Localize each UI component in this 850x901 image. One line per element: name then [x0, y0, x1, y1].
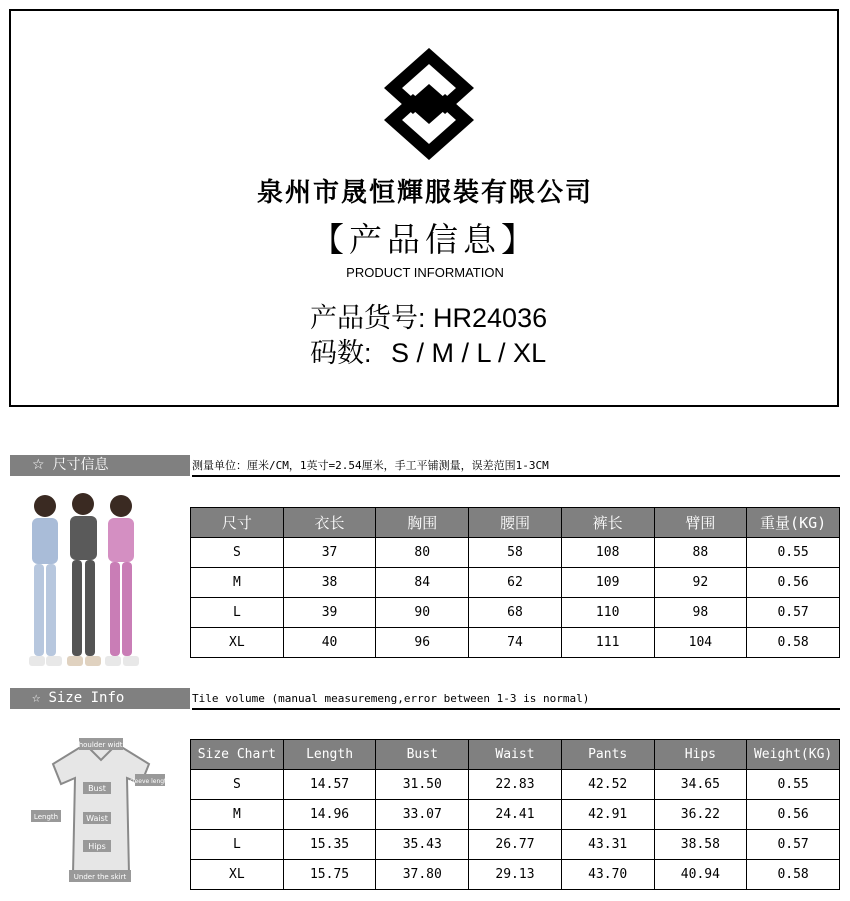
table-cell: 33.07 — [376, 800, 469, 830]
column-header: 臂围 — [654, 508, 747, 538]
cn-section-note: 测量单位：厘米/CM，1英寸=2.54厘米，手工平铺测量，误差范围1-3CM — [192, 455, 840, 477]
diagram-waist-label: Waist — [86, 814, 108, 823]
table-cell: 40 — [283, 628, 376, 658]
column-header: Waist — [469, 740, 562, 770]
table-cell: 0.56 — [747, 800, 840, 830]
sizes-label: 码数: — [310, 338, 372, 368]
en-section-header — [10, 688, 190, 709]
diagram-under-label: Under the skirt — [73, 873, 127, 881]
column-header: Weight(KG) — [747, 740, 840, 770]
table-cell: 0.55 — [747, 538, 840, 568]
column-header: 衣长 — [283, 508, 376, 538]
table-cell: 40.94 — [654, 860, 747, 890]
product-number-label: 产品货号: — [310, 303, 426, 333]
table-cell: 26.77 — [469, 830, 562, 860]
product-info-subtitle: PRODUCT INFORMATION — [346, 265, 504, 280]
table-cell: 22.83 — [469, 770, 562, 800]
table-header-row — [191, 740, 840, 770]
table-row — [191, 800, 840, 830]
table-cell: 0.57 — [747, 598, 840, 628]
sizes-value: S / M / L / XL — [391, 338, 547, 368]
table-cell: 0.56 — [747, 568, 840, 598]
product-number-value: HR24036 — [433, 303, 548, 333]
cn-section-title: 尺寸信息 — [52, 457, 109, 473]
table-row — [191, 538, 840, 568]
table-cell: 109 — [561, 568, 654, 598]
product-info-title: 【产品信息】 — [311, 220, 539, 259]
table-cell: 35.43 — [376, 830, 469, 860]
table-cell: 43.31 — [561, 830, 654, 860]
column-header: 尺寸 — [191, 508, 284, 538]
column-header: Hips — [654, 740, 747, 770]
table-cell: 58 — [469, 538, 562, 568]
diagram-hips-label: Hips — [88, 842, 106, 851]
table-cell: 68 — [469, 598, 562, 628]
table-cell: 15.75 — [283, 860, 376, 890]
table-cell: 98 — [654, 598, 747, 628]
table-cell: 108 — [561, 538, 654, 568]
en-section-note: Tile volume (manual measuremeng,error between 1-3 is normal) — [192, 688, 840, 710]
company-name: 泉州市晟恒輝服裝有限公司 — [256, 178, 593, 208]
column-header: Size Chart — [191, 740, 284, 770]
diagram-length-label: Length — [33, 813, 59, 821]
table-row — [191, 830, 840, 860]
table-cell: 38.58 — [654, 830, 747, 860]
table-cell: 37.80 — [376, 860, 469, 890]
star-outline-icon: ☆ — [32, 690, 41, 706]
cn-size-table — [190, 507, 840, 658]
en-size-table — [190, 739, 840, 890]
table-cell: 104 — [654, 628, 747, 658]
table-cell: XL — [191, 628, 284, 658]
sizes-line — [310, 331, 546, 370]
column-header: Length — [283, 740, 376, 770]
table-cell: 92 — [654, 568, 747, 598]
table-cell: 74 — [469, 628, 562, 658]
table-cell: 42.91 — [561, 800, 654, 830]
table-row — [191, 568, 840, 598]
table-cell: 24.41 — [469, 800, 562, 830]
brand-logo-icon — [383, 48, 475, 160]
table-cell: S — [191, 770, 284, 800]
table-cell: L — [191, 598, 284, 628]
table-row — [191, 598, 840, 628]
table-row — [191, 628, 840, 658]
cn-section-header — [10, 455, 190, 476]
table-header-row — [191, 508, 840, 538]
table-cell: 37 — [283, 538, 376, 568]
table-cell: 14.96 — [283, 800, 376, 830]
table-cell: 36.22 — [654, 800, 747, 830]
column-header: Pants — [561, 740, 654, 770]
table-cell: 62 — [469, 568, 562, 598]
column-header: 重量(KG) — [747, 508, 840, 538]
table-cell: 15.35 — [283, 830, 376, 860]
table-cell: 96 — [376, 628, 469, 658]
table-cell: 84 — [376, 568, 469, 598]
table-cell: 80 — [376, 538, 469, 568]
table-cell: 29.13 — [469, 860, 562, 890]
table-cell: M — [191, 800, 284, 830]
table-cell: XL — [191, 860, 284, 890]
table-cell: 0.58 — [747, 860, 840, 890]
en-section-title: Size Info — [48, 690, 125, 706]
table-cell: 110 — [561, 598, 654, 628]
diagram-bust-label: Bust — [88, 784, 106, 793]
diagram-shoulder-label: shoulder width — [75, 741, 127, 749]
product-number-line — [310, 296, 547, 335]
table-cell: 0.57 — [747, 830, 840, 860]
model-photo — [15, 486, 150, 671]
table-cell: L — [191, 830, 284, 860]
table-row — [191, 770, 840, 800]
table-cell: 88 — [654, 538, 747, 568]
table-cell: 0.58 — [747, 628, 840, 658]
table-cell: 0.55 — [747, 770, 840, 800]
star-outline-icon: ☆ — [32, 457, 45, 473]
column-header: 腰围 — [469, 508, 562, 538]
column-header: 胸围 — [376, 508, 469, 538]
table-row — [191, 860, 840, 890]
column-header: 裤长 — [561, 508, 654, 538]
diagram-sleeve-label: sleeve length — [129, 778, 171, 785]
table-cell: 42.52 — [561, 770, 654, 800]
table-cell: M — [191, 568, 284, 598]
table-cell: 111 — [561, 628, 654, 658]
table-cell: 34.65 — [654, 770, 747, 800]
garment-diagram — [27, 734, 175, 886]
table-cell: 43.70 — [561, 860, 654, 890]
table-cell: 31.50 — [376, 770, 469, 800]
table-cell: 90 — [376, 598, 469, 628]
table-cell: 39 — [283, 598, 376, 628]
table-cell: 38 — [283, 568, 376, 598]
column-header: Bust — [376, 740, 469, 770]
table-cell: 14.57 — [283, 770, 376, 800]
table-cell: S — [191, 538, 284, 568]
